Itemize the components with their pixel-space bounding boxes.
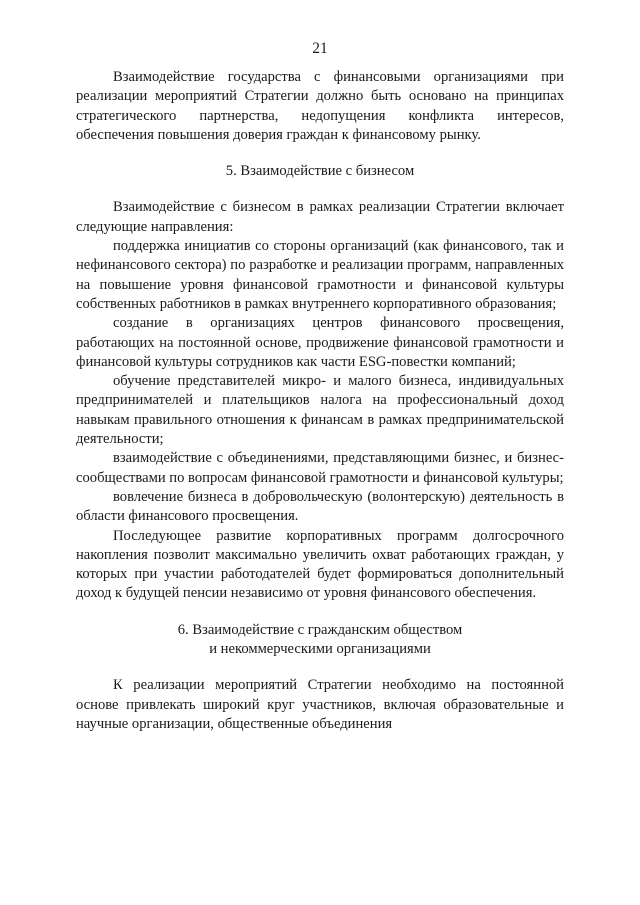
section-5-list-item: взаимодействие с объединениями, представляющими бизнес, и бизнес-сообществами по вопросам финансовой грамотности и финансовой культуры; bbox=[76, 450, 564, 486]
section-6-heading-line-2: и некоммерческими организациями bbox=[209, 641, 431, 658]
page-number: 21 bbox=[312, 40, 328, 57]
section-5-list-item: поддержка инициатив со стороны организаций (как финансового, так и нефинансового сектора) по разработке и реализации программ, направленных на повышение уровня финансовой грамотности и финансовой культуры собственных работников в рамках внутреннего корпоративного образования; bbox=[76, 238, 564, 312]
section-5-list-item: вовлечение бизнеса в добровольческую (волонтерскую) деятельность в области финансового просвещения. bbox=[76, 488, 564, 525]
section-5-paragraph: Взаимодействие с бизнесом в рамках реализации Стратегии включает следующие направления: bbox=[76, 199, 564, 235]
spacer bbox=[76, 659, 564, 676]
spacer bbox=[76, 604, 564, 621]
section-6-heading-line-1: 6. Взаимодействие с гражданским обществом bbox=[177, 621, 463, 638]
section-6-paragraph: К реализации мероприятий Стратегии необходимо на постоянной основе привлекать широкий круг участников, включая образовательные и научные организации, общественные объединения bbox=[76, 677, 564, 732]
document-body bbox=[76, 68, 564, 734]
spacer bbox=[76, 181, 564, 198]
section-5-list-item: создание в организациях центров финансового просвещения, работающих на постоянной основе, продвижение финансовой грамотности и финансовой культуры сотрудников как части ESG-повестки компаний; bbox=[76, 315, 564, 370]
section-5-paragraph: Последующее развитие корпоративных программ долгосрочного накопления позволит максимально увеличить охват работающих граждан, у которых при участии работодателей будет формироваться дополнительный доход к будущей пенсии независимо от уровня финансового обеспечения. bbox=[76, 527, 564, 602]
spacer bbox=[76, 145, 564, 162]
section-5-heading: 5. Взаимодействие с бизнесом bbox=[225, 163, 415, 180]
intro-paragraph: Взаимодействие государства с финансовыми организациями при реализации мероприятий Стратегии должно быть основано на принципах стратегического партнерства, недопущения конфликта интересов, обеспечения повышения доверия граждан к финансовому рынку. bbox=[76, 69, 564, 143]
section-5-list-item: обучение представителей микро- и малого бизнеса, индивидуальных предпринимателей и плательщиков налога на профессиональный доход навыкам правильного отношения к финансам в рамках предпринимательской деятельности; bbox=[76, 373, 564, 448]
